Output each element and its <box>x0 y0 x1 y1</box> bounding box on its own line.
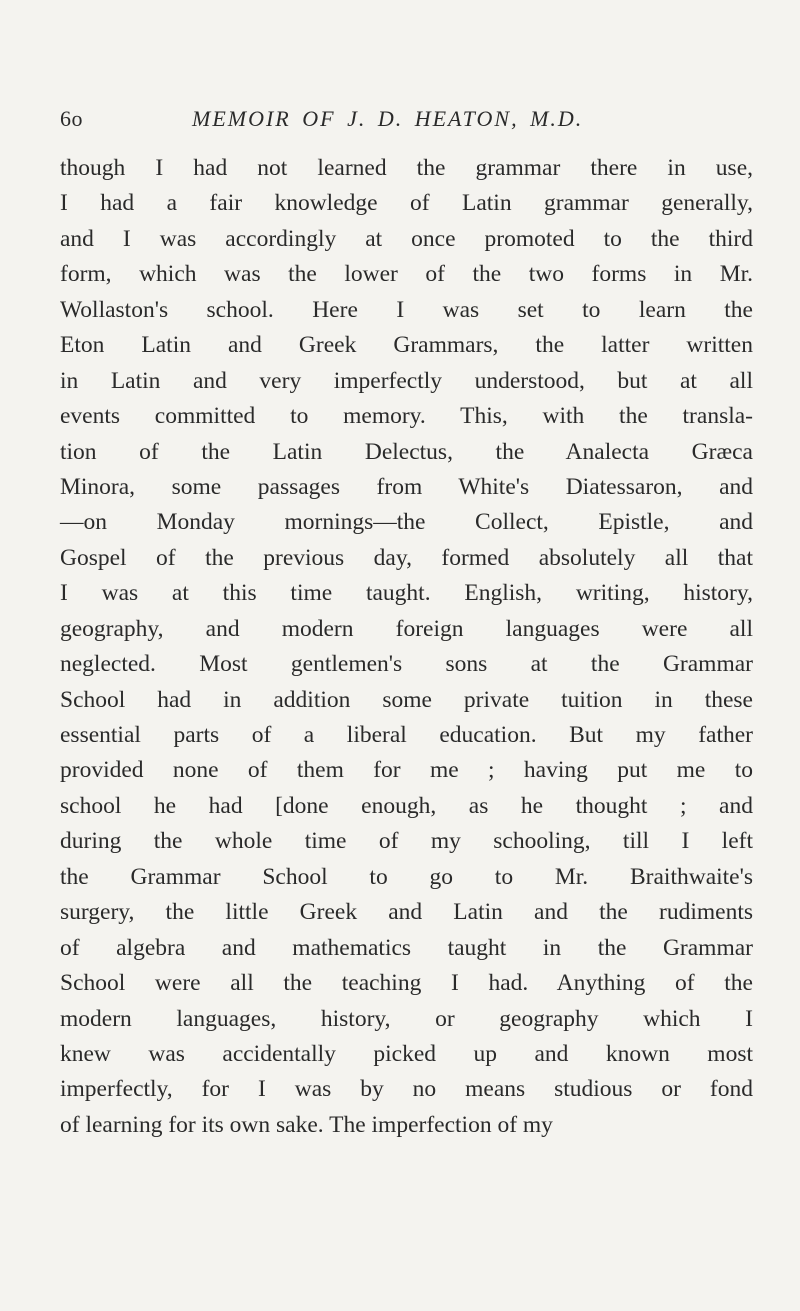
text-line: modern languages, history, or geography which I <box>60 1005 753 1032</box>
text-line: geography, and modern foreign languages were all <box>60 615 753 642</box>
text-line: though I had not learned the grammar there in use, <box>60 155 753 181</box>
text-line: Wollaston's school. Here I was set to learn the <box>60 296 753 323</box>
text-line: events committed to memory. This, with the transla- <box>60 403 753 430</box>
page-number: 6o <box>60 106 83 131</box>
body-text <box>60 151 753 1143</box>
text-line: School were all the teaching I had. Anything of the <box>60 970 753 997</box>
text-line: the Grammar School to go to Mr. Braithwaite's <box>60 863 753 890</box>
text-line: of learning for its own sake. The imperfection of my <box>60 1111 553 1138</box>
text-line: provided none of them for me ; having put me to <box>60 757 753 784</box>
text-line: in Latin and very imperfectly understood, but at all <box>60 367 753 394</box>
text-line: school he had [done enough, as he thought ; and <box>60 792 753 819</box>
text-line: I had a fair knowledge of Latin grammar generally, <box>60 190 753 217</box>
text-line: Eton Latin and Greek Grammars, the latter written <box>60 332 753 359</box>
text-line: Minora, some passages from White's Diatessaron, and <box>60 473 753 500</box>
text-line: I was at this time taught. English, writing, history, <box>60 580 753 607</box>
text-line: Gospel of the previous day, formed absolutely all that <box>60 544 753 571</box>
text-line: imperfectly, for I was by no means studious or fond <box>60 1076 753 1103</box>
text-line: and I was accordingly at once promoted to the third <box>60 225 753 252</box>
page-header <box>60 106 750 140</box>
text-line: essential parts of a liberal education. But my father <box>60 722 753 748</box>
text-line: surgery, the little Greek and Latin and the rudiments <box>60 899 753 926</box>
running-head: MEMOIR OF J. D. HEATON, M.D. <box>192 106 584 131</box>
text-line: —on Monday mornings—the Collect, Epistle, and <box>60 509 753 536</box>
text-line: form, which was the lower of the two forms in Mr. <box>60 261 753 288</box>
text-line: neglected. Most gentlemen's sons at the Grammar <box>60 651 753 678</box>
text-line: knew was accidentally picked up and known most <box>60 1040 753 1067</box>
text-line: School had in addition some private tuition in these <box>60 686 753 713</box>
text-line: of algebra and mathematics taught in the Grammar <box>60 934 753 961</box>
text-line: tion of the Latin Delectus, the Analecta Græca <box>60 438 753 465</box>
text-line: during the whole time of my schooling, till I left <box>60 828 753 855</box>
